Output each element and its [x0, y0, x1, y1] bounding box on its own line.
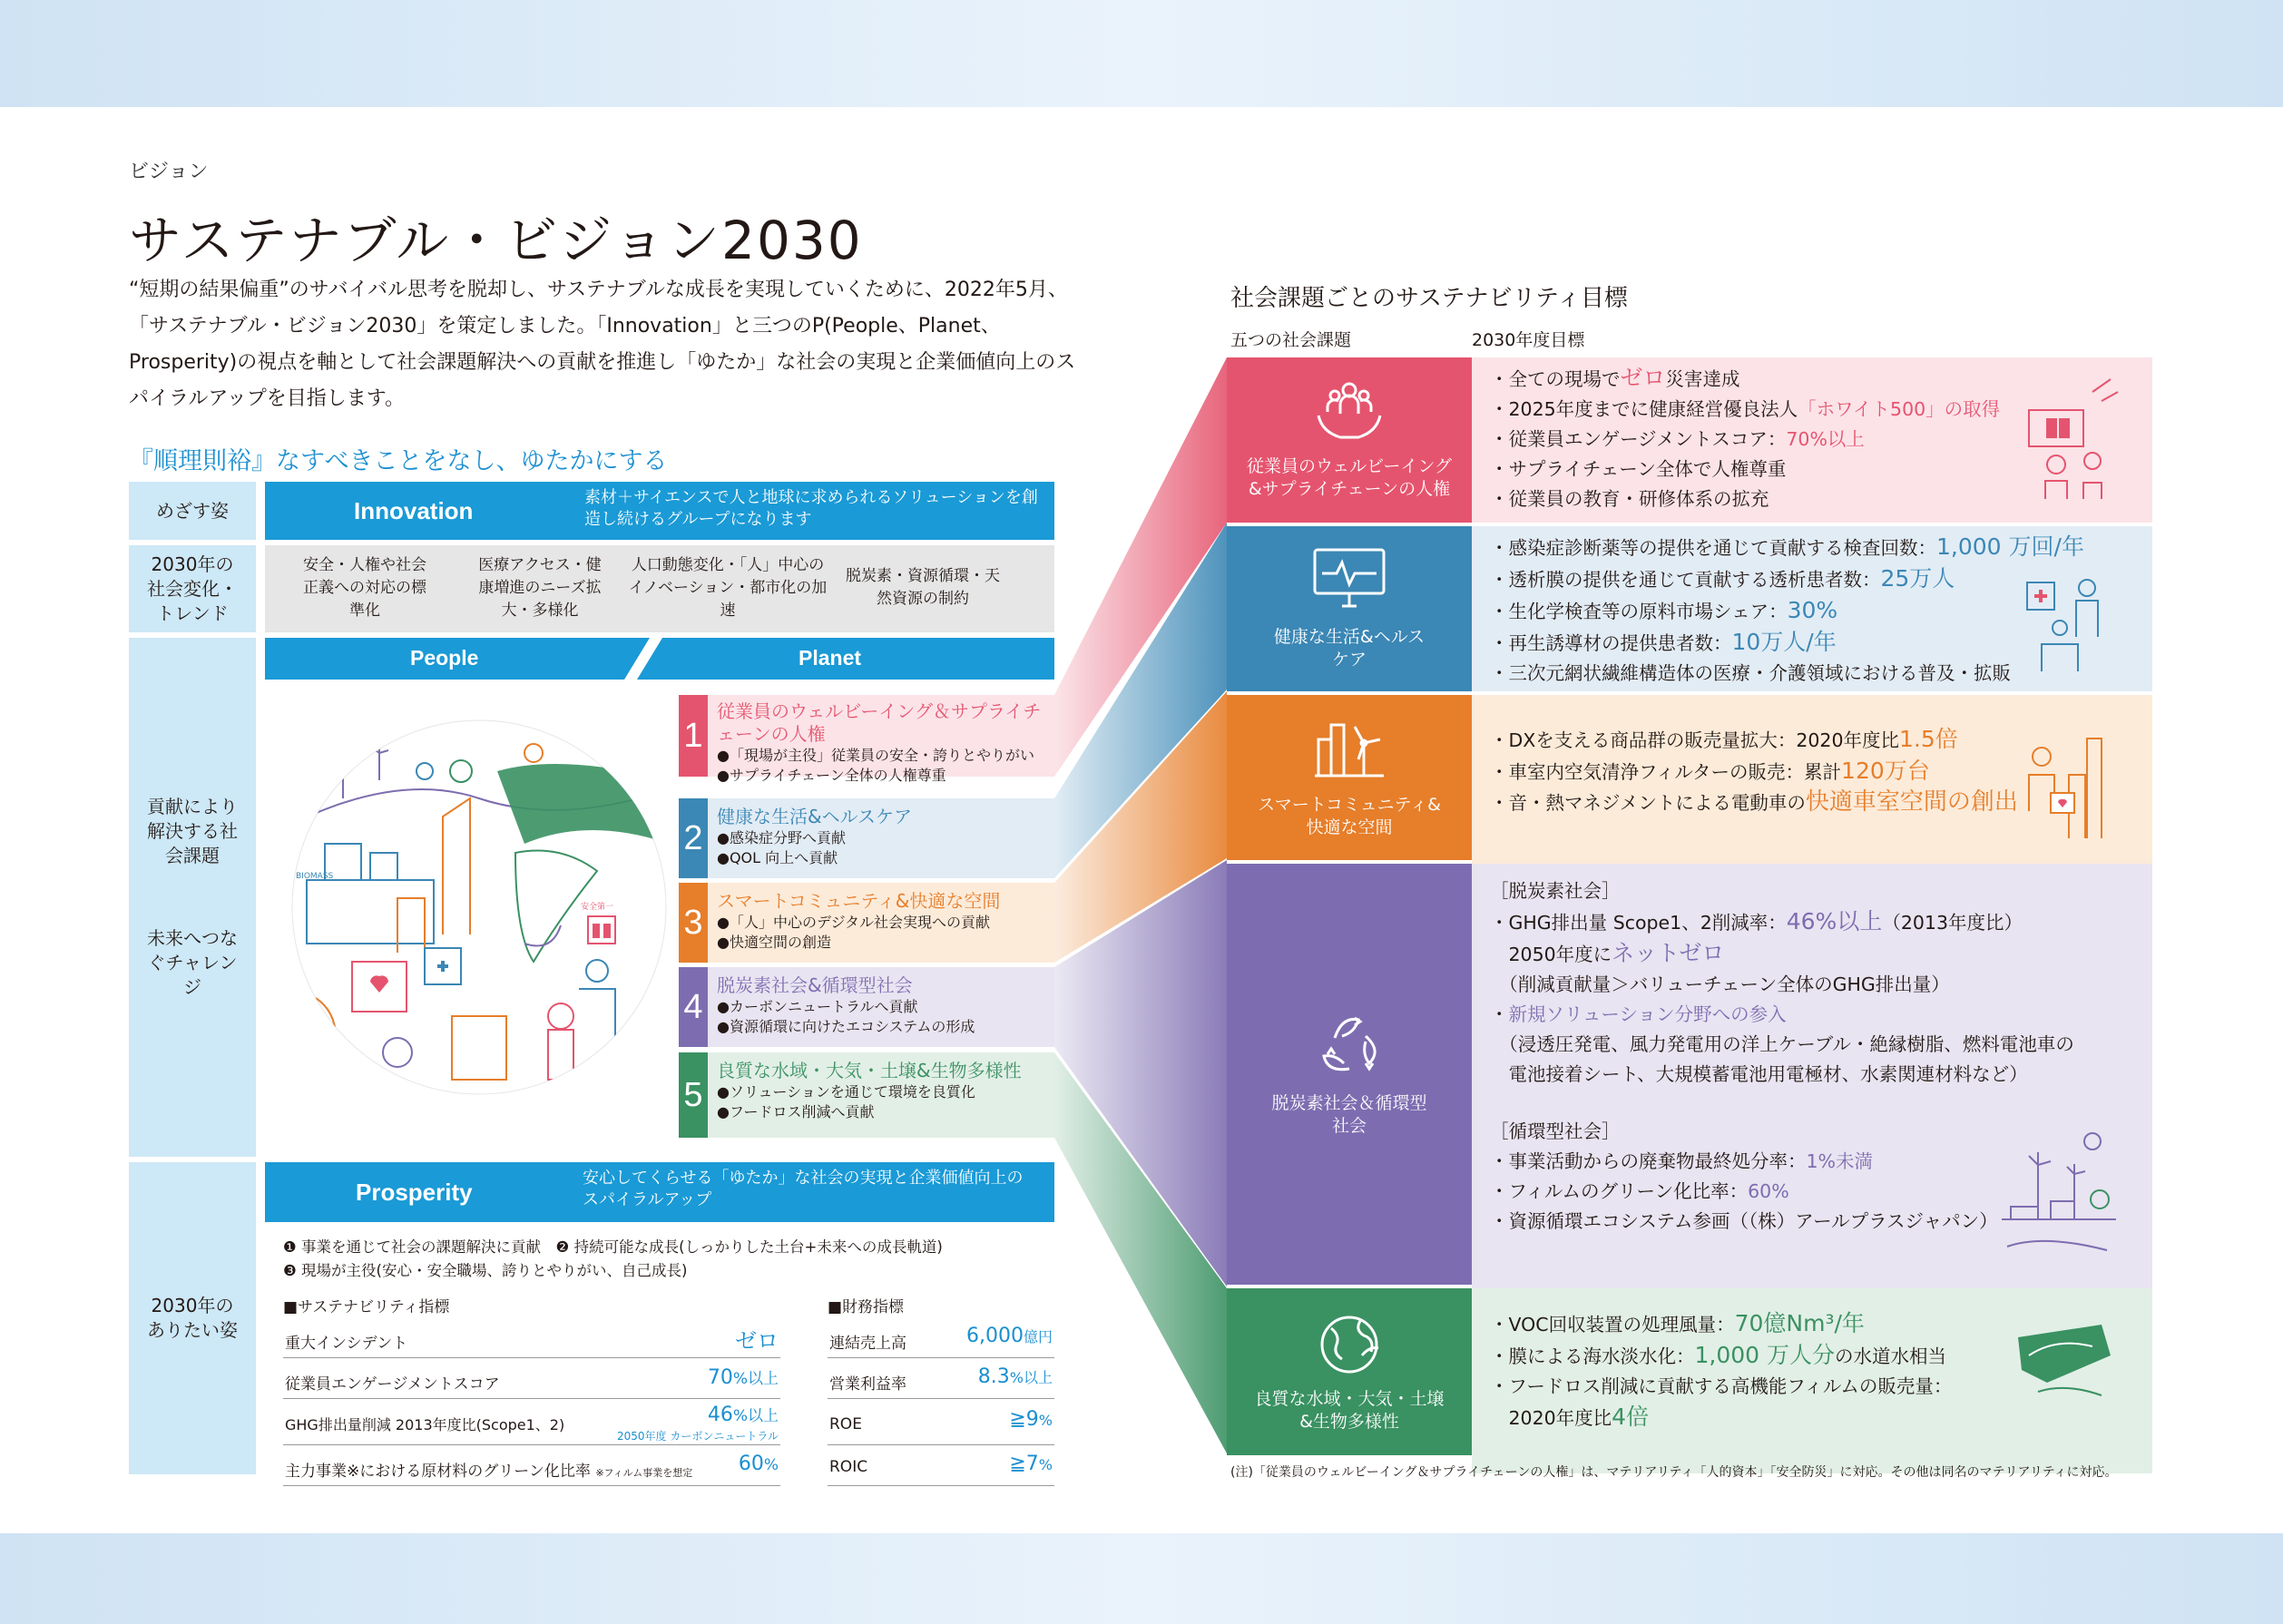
goal-text: ・感染症診断薬等の提供を通じて貢献する検査回数： — [1490, 537, 1936, 559]
fin-table — [828, 1317, 1054, 1486]
goal-text: ・車室内空気清浄フィルターの販売：累計 — [1490, 761, 1842, 783]
goal-text: ・事業活動からの廃棄物最終処分率： — [1490, 1150, 1807, 1172]
goal-text: ・再生誘導材の提供患者数： — [1490, 632, 1732, 654]
ideal-label — [129, 1162, 256, 1474]
bottom-band — [0, 1533, 2283, 1624]
issue-title: 脱炭素社会&循環型社会 — [717, 974, 913, 996]
sus-row — [283, 1317, 780, 1358]
goal-highlight: 4倍 — [1612, 1404, 1650, 1430]
fin-label: ROE — [829, 1415, 862, 1433]
sus-label: 従業員エンゲージメントスコア — [285, 1375, 500, 1394]
sus-row — [283, 1358, 780, 1399]
goal-highlight: 10万人/年 — [1731, 629, 1837, 655]
issue-bullet: ●QOL 向上へ貢献 — [717, 849, 838, 866]
goal-highlight: 1,000 万人分 — [1694, 1342, 1836, 1368]
goal-text: ・VOC回収装置の処理風量： — [1490, 1314, 1735, 1335]
issue-bullet: ●「人」中心のデジタル社会実現への貢献 — [717, 914, 991, 931]
issue-bullet: ●感染症分野へ貢献 — [717, 829, 846, 846]
issue-bullet: ●ソリューションを通じて環境を良質化 — [717, 1083, 975, 1101]
issue-2 — [679, 798, 1054, 878]
goal-text: ・フィルムのグリーン化比率： — [1490, 1180, 1749, 1202]
category-name: 健康な生活&ヘルスケア — [1273, 627, 1426, 670]
trend-item: 脱炭素・資源循環・天然資源の制約 — [846, 567, 1000, 608]
col1-header: 五つの社会課題 — [1230, 330, 1352, 350]
prosperity-point: ❸ 現場が主役(安心・安全職場、誇りとやりがい、自己成長) — [283, 1262, 688, 1279]
sus-label: 主力事業※における原材料のグリーン化比率 — [285, 1463, 591, 1481]
goal-highlight: 70%以上 — [1786, 428, 1865, 450]
fin-value: 8.3 — [977, 1365, 1010, 1388]
fin-value: ≧9 — [1009, 1408, 1039, 1431]
sus-unit: % — [763, 1456, 779, 1474]
prosperity-bar — [265, 1162, 1054, 1222]
goal-line: ［脱炭素社会］ — [1490, 880, 1621, 902]
issue-title: スマートコミュニティ&快適な空間 — [717, 890, 1001, 912]
goal-text: ・膜による海水淡水化： — [1490, 1345, 1695, 1367]
fin-label: 連結売上高 — [829, 1335, 906, 1353]
page-title: サステナブル・ビジョン2030 — [129, 210, 863, 271]
category-name: 良質な水域・大気・土壌&生物多様性 — [1254, 1389, 1445, 1432]
issue-bullet: ●資源循環に向けたエコシステムの形成 — [717, 1018, 975, 1035]
goal-spacer — [1490, 1090, 2134, 1117]
goal-line — [1490, 532, 2134, 563]
fin-unit: %以上 — [1009, 1369, 1053, 1386]
fin-label: ROIC — [829, 1458, 868, 1476]
sus-value: 46 — [707, 1404, 733, 1426]
sus-note: 2050年度 カーボンニュートラル — [617, 1430, 779, 1443]
goal-text: ・従業員エンゲージメントスコア： — [1490, 428, 1787, 450]
fin-unit: 億円 — [1023, 1328, 1053, 1345]
prosperity-point: ❶ 事業を通じて社会の課題解決に貢献 ❷ 持続可能な成長(しっかりした土台+未来への成長軌道) — [283, 1238, 943, 1256]
category-4 — [1227, 864, 1472, 1285]
goal-highlight: ネットゼロ — [1612, 940, 1725, 966]
trend-label — [129, 545, 256, 632]
issue-title: 良質な水域・大気・土壌&生物多様性 — [717, 1060, 1022, 1081]
healthcare-illustration — [2023, 573, 2114, 675]
issue-number: 1 — [679, 695, 708, 777]
goal-text: ・2025年度までに健康経営優良法人 — [1490, 398, 1798, 420]
fin-unit: % — [1038, 1456, 1053, 1473]
prosperity-text: 安心してくらせる「ゆたか」な社会の実現と企業価値向上のスパイラルアップ — [583, 1169, 1024, 1209]
sus-value: ゼロ — [735, 1328, 779, 1354]
goal-highlight: 120万台 — [1841, 758, 1930, 784]
top-band — [0, 0, 2283, 107]
goal-highlight: 30% — [1787, 597, 1838, 623]
goal-text: ・ — [1490, 1003, 1509, 1025]
issue-5 — [679, 1052, 1054, 1138]
sus-table — [283, 1317, 780, 1486]
issue-bullet: ●カーボンニュートラルへ貢献 — [717, 998, 918, 1015]
planet-label: Planet — [799, 646, 862, 670]
aim-label-text: めざす姿 — [156, 499, 229, 522]
goal-line: ・三次元網状繊維構造体の医療・介護領域における普及・拡販 — [1490, 662, 2011, 684]
issue-number: 4 — [679, 967, 708, 1047]
sus-row — [283, 1445, 780, 1486]
goal-highlight: 快適車室空間の創出 — [1805, 788, 2018, 816]
aim-label — [129, 482, 256, 540]
recycle-leaf-icon — [1313, 1011, 1386, 1078]
issue-title: 従業員のウェルビーイング＆サプライチェーンの人権 — [717, 700, 1042, 745]
intro-text: “短期の結果偏重”のサバイバル思考を脱却し、サステナブルな成長を実現していくために、2022年5月、「サステナブル・ビジョン2030」を策定しました。「Innovation」と三つのP(People、Planet、Prosperity)の視点を軸として社会課題解決への貢献を推進し「ゆたか」な社会の実現と企業価値向上のスパイラルアップを目指します。 — [129, 279, 1076, 410]
connector-fans — [1054, 354, 1236, 1470]
sus-title: ■サステナビリティ指標 — [283, 1298, 450, 1316]
issue-number: 2 — [679, 798, 708, 878]
section-eyebrow: ビジョン — [129, 161, 209, 183]
goal-line — [1490, 938, 2134, 970]
fin-value: ≧7 — [1009, 1453, 1039, 1475]
goal-line — [1490, 906, 2134, 938]
issue-bullet: ●フードロス削減へ貢献 — [717, 1103, 875, 1120]
city-wind-icon — [1311, 716, 1387, 779]
fin-row — [828, 1317, 1054, 1358]
community-illustration — [2014, 720, 2120, 847]
goal-text: ・全ての現場で — [1490, 368, 1621, 390]
goal-highlight: 1,000 万回/年 — [1936, 533, 2084, 560]
workers-illustration — [2020, 374, 2120, 501]
goal-text: 2050年度に — [1490, 944, 1612, 965]
sus-unit: %以上 — [732, 1407, 779, 1425]
motto: 『順理則裕』なすべきことをなし、ゆたかにする — [129, 447, 668, 475]
goal-text: ・透析膜の提供を通じて貢献する透析患者数： — [1490, 569, 1881, 591]
issue-bullet: ●「現場が主役」従業員の安全・誇りとやりがい — [717, 747, 1034, 764]
sustainability-illustration — [289, 717, 670, 1098]
category-2 — [1227, 526, 1472, 691]
prosperity-title: Prosperity — [356, 1179, 473, 1206]
goal-text: ・生化学検査等の原料市場シェア： — [1490, 601, 1788, 622]
goal-line: ・従業員の教育・研修体系の拡充 — [1490, 488, 1769, 510]
people-planet-bar — [265, 638, 1054, 680]
contribute-label-text: 貢献により解決する社会課題 — [147, 796, 238, 866]
recycling-illustration — [2002, 1129, 2116, 1256]
goal-highlight: 46%以上 — [1786, 908, 1883, 934]
goal-line: ・フードロス削減に貢献する高機能フィルムの販売量： — [1490, 1375, 1953, 1397]
fin-row — [828, 1399, 1054, 1445]
goal-text: 2020年度比 — [1490, 1407, 1612, 1429]
category-5 — [1227, 1288, 1472, 1455]
goal-highlight: 25万人 — [1880, 565, 1955, 592]
issue-number: 3 — [679, 883, 708, 963]
goal-highlight: 新規ソリューション分野への参入 — [1508, 1003, 1787, 1025]
sus-row — [283, 1399, 780, 1445]
trend-item: 安全・人権や社会正義への対応の標準化 — [303, 556, 426, 620]
fin-title: ■財務指標 — [828, 1298, 905, 1316]
illustration-label: 安全第一 — [581, 903, 614, 912]
goal-highlight: 1%未満 — [1806, 1150, 1874, 1172]
trend-item: 人口動態変化・「人」中心のイノベーション・都市化の加速 — [628, 556, 828, 620]
trend-label-text: 2030年の社会変化・トレンド — [147, 553, 238, 624]
ideal-label-text: 2030年のありたい姿 — [147, 1295, 238, 1341]
issue-1 — [679, 695, 1054, 784]
goal-highlight: 60% — [1748, 1180, 1789, 1202]
goal-line: ［循環型社会］ — [1490, 1120, 1621, 1142]
innovation-text: 素材＋サイエンスで人と地球に求められるソリューションを創造し続けるグループになります — [584, 488, 1038, 529]
goal-highlight: ゼロ — [1620, 365, 1666, 391]
goal-text: ・音・熱マネジメントによる電動車の — [1490, 792, 1806, 814]
goal-line — [1490, 1000, 2134, 1030]
issue-number: 5 — [679, 1052, 708, 1138]
fin-row — [828, 1445, 1054, 1486]
contribute-label — [129, 638, 256, 1157]
sus-label: 重大インシデント — [285, 1335, 408, 1353]
people-hands-icon — [1313, 379, 1386, 445]
goal-line: （浸透圧発電、風力発電用の洋上ケーブル・絶縁樹脂、燃料電池車の — [1490, 1033, 2074, 1055]
issue-bullet: ●快適空間の創造 — [717, 934, 831, 951]
fin-unit: % — [1038, 1412, 1053, 1429]
category-name: 脱炭素社会＆循環型社会 — [1271, 1093, 1427, 1136]
category-3 — [1227, 695, 1472, 860]
goal-text: ・GHG排出量 Scope1、2削減率： — [1490, 912, 1787, 934]
goal-highlight: 「ホワイト500」の取得 — [1798, 398, 2001, 420]
prosperity-points — [283, 1236, 943, 1283]
issue-bullet: ●サプライチェーン全体の人権尊重 — [717, 767, 946, 784]
goal-text: ・DXを支える商品群の販売量拡大：2020年度比 — [1490, 729, 1899, 751]
people-label: People — [410, 646, 479, 670]
goal-line: 電池接着シート、大規模蓄電池用電極材、水素関連材料など） — [1490, 1063, 2028, 1085]
category-name: スマートコミュニティ&快適な空間 — [1258, 795, 1441, 837]
goal-line: （削減貢献量＞バリューチェーン全体のGHG排出量） — [1490, 973, 1950, 995]
goal-text: 災害達成 — [1665, 368, 1740, 390]
sus-value: 60 — [738, 1453, 764, 1475]
goal-text: （2013年度比） — [1882, 912, 2023, 934]
fin-value: 6,000 — [966, 1325, 1024, 1347]
illustration-label: BIOMASS — [296, 872, 334, 881]
goal-line: ・サプライチェーン全体で人権尊重 — [1490, 458, 1787, 480]
goal-highlight: 1.5倍 — [1899, 726, 1958, 752]
earth-leaf-icon — [1313, 1310, 1386, 1377]
trend-bar — [265, 545, 1054, 632]
goal-line: ・資源循環エコシステム参画（（株）アールプラスジャパン） — [1490, 1210, 1998, 1232]
goal-text: の水道水相当 — [1835, 1345, 1947, 1367]
goal-highlight: 70億Nm³/年 — [1734, 1310, 1865, 1336]
sus-label: GHG排出量削減 2013年度比(Scope1、2) — [285, 1416, 565, 1433]
col2-header: 2030年度目標 — [1472, 330, 1585, 350]
issue-4 — [679, 967, 1054, 1047]
sus-value: 70 — [707, 1366, 733, 1389]
issue-title: 健康な生活&ヘルスケア — [717, 806, 912, 827]
category-name: 従業員のウェルビーイング&サプライチェーンの人権 — [1246, 456, 1453, 499]
issue-3 — [679, 883, 1054, 963]
innovation-title: Innovation — [354, 497, 474, 524]
sus-unit: %以上 — [732, 1370, 779, 1388]
future-label-text: 未来へつなぐチャレンジ — [147, 927, 238, 998]
environment-illustration — [2011, 1319, 2116, 1410]
right-heading: 社会課題ごとのサステナビリティ目標 — [1230, 285, 1628, 312]
sus-label-note: ※フィルム事業を想定 — [595, 1467, 693, 1479]
innovation-bar — [265, 482, 1054, 540]
fin-label: 営業利益率 — [829, 1375, 906, 1394]
trend-item: 医療アクセス・健康増進のニーズ拡大・多様化 — [478, 556, 602, 620]
footnote: (注)「従業員のウェルビーイング＆サプライチェーンの人権」は、マテリアリティ「人的資本」「安全防災」に対応。その他は同名のマテリアリティに対応。 — [1230, 1465, 2118, 1480]
fin-row — [828, 1358, 1054, 1399]
heartbeat-monitor-icon — [1311, 546, 1387, 610]
category-1 — [1227, 357, 1472, 523]
